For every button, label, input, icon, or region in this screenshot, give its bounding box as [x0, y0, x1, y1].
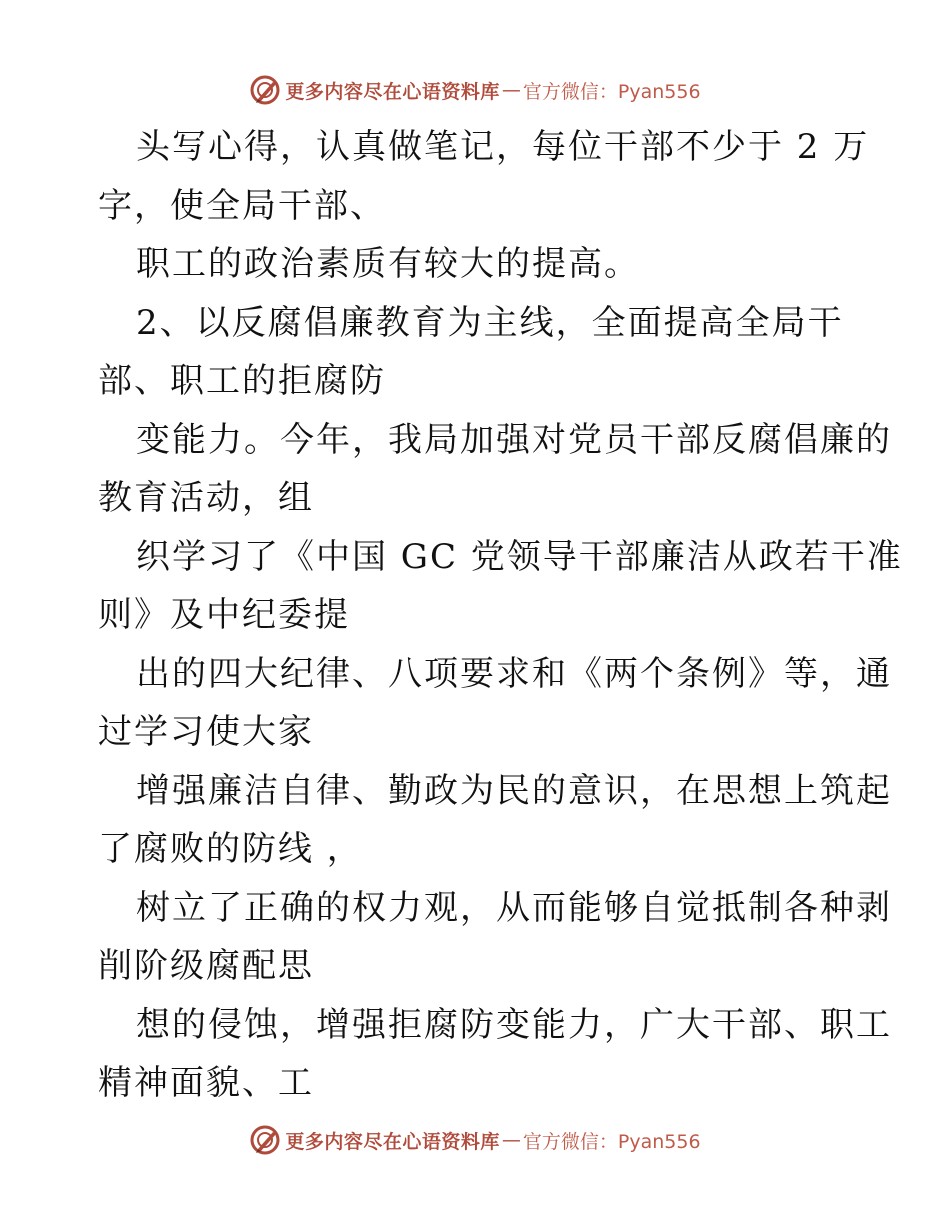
text-line: 过学习使大家: [98, 712, 314, 752]
text-line: 精神面貌、工: [98, 1063, 314, 1103]
banner-wechat-text: 官方微信：Pyan556: [522, 80, 701, 103]
text-line: 想的侵蚀，增强拒腐防变能力，广大干部、职工: [136, 1004, 892, 1045]
text-line: 2、以反腐倡廉教育为主线，全面提高全局干: [136, 302, 844, 343]
text-line: 字，使全局干部、: [98, 185, 386, 226]
text-line: 织学习了《中国 GC 党领导干部廉洁从政若干准: [136, 536, 903, 577]
banner-wechat-text: 官方微信：Pyan556: [522, 1130, 701, 1153]
text-line: 头写心得，认真做笔记，每位干部不少于 2 万: [136, 127, 870, 167]
banner-main-text: 更多内容尽在心语资料库: [285, 80, 500, 103]
footer-banner: [0, 1120, 950, 1160]
pen-circle-logo-icon: [249, 74, 281, 106]
header-banner: [0, 70, 950, 110]
text-line: 出的四大纪律、八项要求和《两个条例》等，通: [136, 653, 892, 694]
banner-separator: —: [501, 79, 521, 101]
text-line: 则》及中纪委提: [98, 595, 350, 635]
text-line: 教育活动，组: [98, 478, 314, 518]
pen-circle-logo-icon: [249, 1124, 281, 1156]
text-line: 职工的政治素质有较大的提高。: [136, 244, 640, 284]
text-line: 树立了正确的权力观，从而能够自觉抵制各种剥: [136, 887, 892, 928]
text-line: 部、职工的拒腐防: [98, 361, 386, 401]
text-line: 增强廉洁自律、勤政为民的意识，在思想上筑起: [136, 770, 892, 811]
text-line: 削阶级腐配思: [98, 946, 314, 986]
text-line: 了腐败的防线 ，: [98, 829, 363, 869]
text-line: 变能力。今年，我局加强对党员干部反腐倡廉的: [136, 419, 892, 460]
document-body: [98, 118, 903, 1113]
banner-separator: —: [501, 1129, 521, 1151]
banner-main-text: 更多内容尽在心语资料库: [285, 1130, 500, 1153]
